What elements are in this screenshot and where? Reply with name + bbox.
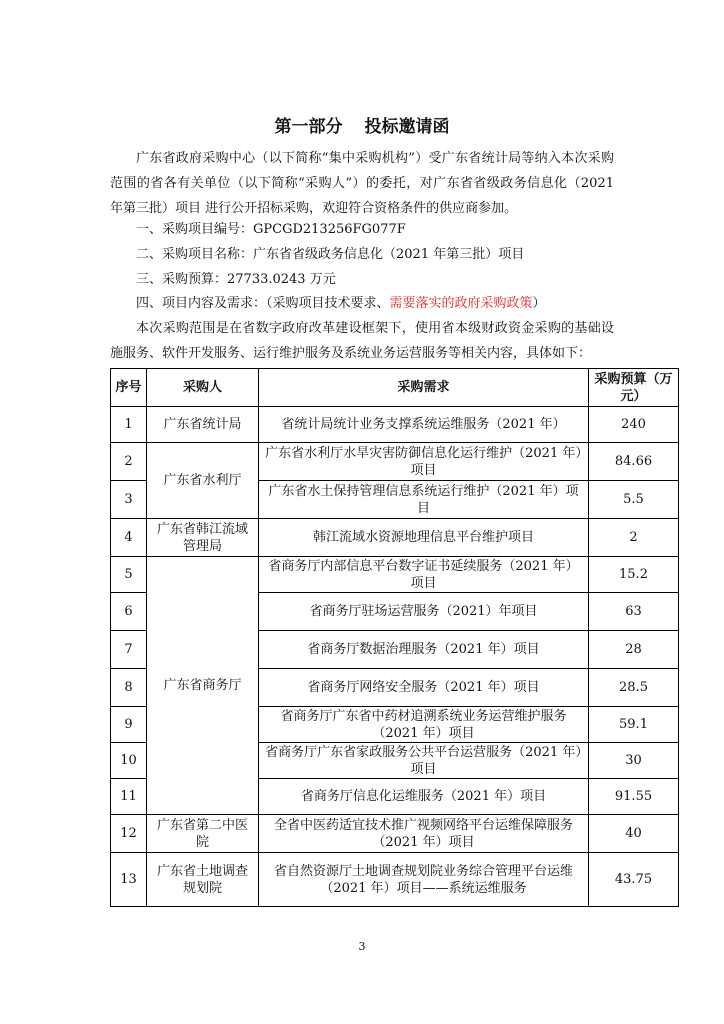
row-no: 13 [111, 853, 147, 907]
budget-cell: 40 [589, 815, 679, 853]
policy-highlight: 需要落实的政府采购政策 [389, 296, 533, 311]
buyer-cell: 广东省第二中医院 [147, 815, 259, 853]
need-cell: 省统计局统计业务支撑系统运维服务（2021 年） [259, 407, 589, 443]
row-no: 6 [111, 593, 147, 631]
project-number: 一、采购项目编号：GPCGD213256FG077F [136, 222, 406, 237]
header-buyer: 采购人 [147, 369, 259, 407]
page-number: 3 [358, 940, 366, 953]
need-cell: 省商务厅信息化运维服务（2021 年）项目 [259, 779, 589, 815]
project-content [136, 294, 546, 314]
intro-paragraph: 广东省政府采购中心（以下简称“集中采购机构”）受广东省统计局等纳入本次采购范围的省各有关单位（以下简称“采购人”）的委托，对广东省省级政务信息化（2021 年第三批）项目 进行公开招标采购，欢迎符合资格条件的供应商参加。 [110, 151, 614, 216]
table-row [111, 407, 679, 443]
budget-cell: 91.55 [589, 779, 679, 815]
budget-cell: 59.1 [589, 707, 679, 743]
row-no: 3 [111, 481, 147, 519]
row-no: 10 [111, 743, 147, 779]
budget-cell: 63 [589, 593, 679, 631]
buyer-cell: 广东省土地调查规划院 [147, 853, 259, 907]
need-cell: 省自然资源厅土地调查规划院业务综合管理平台运维（2021 年）项目——系统运维服务 [259, 853, 589, 907]
table-row [111, 443, 679, 481]
row-no: 12 [111, 815, 147, 853]
row-no: 5 [111, 557, 147, 593]
need-cell: 省商务厅网络安全服务（2021 年）项目 [259, 669, 589, 707]
row-no: 8 [111, 669, 147, 707]
buyer-cell: 广东省水利厅 [147, 443, 259, 519]
budget-cell: 84.66 [589, 443, 679, 481]
need-cell: 广东省水利厅水旱灾害防御信息化运行维护（2021 年）项目 [259, 443, 589, 481]
procurement-table [110, 368, 679, 907]
buyer-cell: 广东省统计局 [147, 407, 259, 443]
row-no: 11 [111, 779, 147, 815]
project-name: 二、采购项目名称：广东省省级政务信息化（2021 年第三批）项目 [136, 247, 525, 262]
buyer-cell: 广东省韩江流域管理局 [147, 519, 259, 557]
need-cell: 韩江流域水资源地理信息平台维护项目 [259, 519, 589, 557]
row-no: 2 [111, 443, 147, 481]
title-text: 投标邀请函 [364, 117, 450, 137]
need-cell: 省商务厅数据治理服务（2021 年）项目 [259, 631, 589, 669]
content-prefix: 四、项目内容及需求：（采购项目技术要求、 [136, 296, 390, 311]
project-budget: 三、采购预算：27733.0243 万元 [136, 272, 336, 287]
need-cell: 省商务厅广东省家政服务公共平台运营服务（2021 年）项目 [259, 743, 589, 779]
budget-cell: 240 [589, 407, 679, 443]
need-cell: 省商务厅驻场运营服务（2021）年项目 [259, 593, 589, 631]
page-title [0, 112, 724, 137]
table-row [111, 815, 679, 853]
content-suffix: ） [532, 296, 546, 311]
budget-cell: 28 [589, 631, 679, 669]
row-no: 4 [111, 519, 147, 557]
table-header-row [111, 369, 679, 407]
table-row [111, 557, 679, 593]
budget-cell: 15.2 [589, 557, 679, 593]
row-no: 9 [111, 707, 147, 743]
table-row [111, 853, 679, 907]
budget-cell: 5.5 [589, 481, 679, 519]
row-no: 7 [111, 631, 147, 669]
table-row [111, 519, 679, 557]
need-cell: 全省中医药适宜技术推广视频网络平台运维保障服务（2021 年）项目 [259, 815, 589, 853]
budget-cell: 30 [589, 743, 679, 779]
need-cell: 广东省水土保持管理信息系统运行维护（2021 年）项目 [259, 481, 589, 519]
scope-paragraph: 本次采购范围是在省数字政府改革建设框架下，使用省本级财政资金采购的基础设施服务、软件开发服务、运行维护服务及系统业务运营服务等相关内容，具体如下： [110, 321, 614, 361]
row-no: 1 [111, 407, 147, 443]
header-no: 序号 [111, 369, 147, 407]
need-cell: 省商务厅内部信息平台数字证书延续服务（2021 年）项目 [259, 557, 589, 593]
budget-cell: 28.5 [589, 669, 679, 707]
budget-cell: 43.75 [589, 853, 679, 907]
title-part: 第一部分 [274, 117, 343, 137]
need-cell: 省商务厅广东省中药材追溯系统业务运营维护服务（2021 年）项目 [259, 707, 589, 743]
header-need: 采购需求 [259, 369, 589, 407]
header-budget: 采购预算（万元） [589, 369, 679, 407]
budget-cell: 2 [589, 519, 679, 557]
buyer-cell: 广东省商务厅 [147, 557, 259, 815]
